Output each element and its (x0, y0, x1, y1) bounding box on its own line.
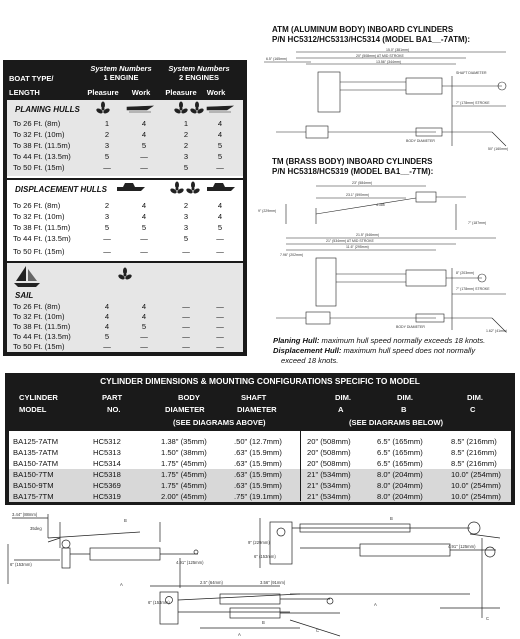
dim-35deg-label: 35deg (30, 526, 42, 531)
dim-b-label-right: B (390, 516, 393, 521)
see-below-note: (SEE DIAGRAMS BELOW) (349, 418, 444, 427)
dim-6-153-label: 6" (153mm) (254, 554, 276, 559)
dim-c-header: C (470, 405, 476, 414)
dim-c-label-right: C (486, 616, 490, 621)
sailboat-icon (13, 265, 41, 289)
table-row: To 32 Ft. (10m) 4 4 — — (13, 312, 224, 321)
table-row: To 44 Ft. (13.5m) — — 5 — (13, 234, 224, 243)
displacement-note: Displacement Hull: maximum hull speed does not normally (273, 346, 476, 355)
planing-hulls-section (7, 100, 243, 176)
dim-6in-label: 6" (153mm) (10, 562, 32, 567)
dim-a-label: DIM. (335, 393, 352, 402)
propeller-icon (169, 182, 184, 195)
table-row: To 32 Ft. (10m) 2 4 2 4 (13, 130, 223, 139)
svg-text:BODY DIAMETER: BODY DIAMETER (396, 325, 425, 329)
dim-b-label-left: B (124, 518, 127, 523)
sail-section (7, 263, 243, 352)
displacement-note-cont: exceed 18 knots. (281, 356, 339, 365)
table-row: BA175-7TM HC5319 2.00" (45mm) .75" (19.1mm) 21" (534mm) 8.0" (204mm) 10.0" (254mm) (9, 491, 511, 502)
section-title: DISPLACEMENT HULLS (15, 185, 107, 194)
svg-text:7" (187mm): 7" (187mm) (468, 221, 487, 225)
propeller-icon (95, 102, 110, 115)
svg-text:21" (534mm) AT MID STROKE: 21" (534mm) AT MID STROKE (326, 239, 374, 243)
cylinder-dimensions-table (5, 373, 515, 505)
one-engine-group-label: System Numbers (90, 64, 152, 73)
dim-25-label: 2.5" (64mm) (200, 580, 223, 585)
no-header: NO. (107, 405, 121, 414)
dim-a-label-mid: A (238, 632, 241, 637)
two-engines-group-label: System Numbers (168, 64, 230, 73)
svg-text:7" (178mm) STROKE: 7" (178mm) STROKE (456, 287, 490, 291)
table-row: To 26 Ft. (8m) 1 4 1 4 (13, 119, 223, 128)
tm-title-line1: TM (BRASS BODY) INBOARD CYLINDERS (272, 157, 433, 166)
propeller-icon (189, 102, 204, 115)
two-engines-header: 2 ENGINES (178, 73, 219, 82)
table-row: To 50 Ft. (15m) — — — — (13, 342, 224, 351)
table-row: To 32 Ft. (10m) 3 4 3 4 (13, 212, 223, 221)
see-above-note: (SEE DIAGRAMS ABOVE) (173, 418, 266, 427)
mounting-diagrams (0, 508, 520, 639)
dim-229-label: 9" (229mm) (248, 540, 270, 545)
body-header: BODY (178, 393, 200, 402)
svg-text:15.0" (381mm): 15.0" (381mm) (386, 48, 410, 52)
displacement-boat-icon (117, 183, 145, 191)
displacement-hulls-section (7, 180, 243, 260)
table-row: To 38 Ft. (11.5m) 5 5 3 5 (13, 223, 223, 232)
work-header-2: Work (206, 88, 226, 97)
table-row: To 50 Ft. (15m) — — 5 — (13, 163, 224, 172)
atm-title-line1: ATM (ALUMINUM BODY) INBOARD CYLINDERS (272, 25, 454, 34)
pleasure-header-2: Pleasure (165, 88, 197, 97)
atm-title-line2: P/N HC5312/HC5313/HC5314 (MODEL BA1__-7ATM): (272, 35, 470, 44)
propeller-icon (185, 182, 200, 195)
atm-cylinder-diagram (256, 46, 518, 152)
svg-text:BODY DIAMETER: BODY DIAMETER (406, 139, 435, 143)
dim-6-153b-label: 6" (153mm) (148, 600, 170, 605)
model-header: MODEL (19, 405, 47, 414)
svg-text:20" (508mm) AT MID STROKE: 20" (508mm) AT MID STROKE (356, 54, 404, 58)
system-numbers-table (3, 60, 247, 356)
table-row: To 38 Ft. (11.5m) 3 5 2 5 (13, 141, 223, 150)
displacement-boat-icon (207, 183, 235, 191)
body-diameter-header: DIAMETER (165, 405, 205, 414)
svg-text:11.6" (295mm): 11.6" (295mm) (346, 245, 369, 249)
dim-356-label: 3.56" (91mm) (260, 580, 286, 585)
displacement-icons (115, 180, 245, 198)
section-title: PLANING HULLS (15, 105, 80, 114)
table-row: BA150-7TM HC5318 1.75" (45mm) .63" (15.9mm) 21" (534mm) 8.0" (204mm) 10.0" (254mm) (9, 469, 511, 480)
propeller-icon (173, 102, 188, 115)
svg-text:6.5" (165mm): 6.5" (165mm) (266, 57, 288, 61)
part-header: PART (102, 393, 123, 402)
table-row: To 38 Ft. (11.5m) 4 5 — — (13, 322, 224, 331)
dims-table-body (9, 431, 511, 501)
dim-491b-label: 4.91" (125mm) (448, 544, 476, 549)
table-row: To 50 Ft. (15m) — — — — (13, 247, 224, 256)
atm-title (272, 25, 470, 45)
table-row: BA135-7ATM HC5313 1.50" (38mm) .63" (15.9mm) 20" (508mm) 6.5" (165mm) 8.5" (216mm) (13, 448, 497, 457)
svg-text:4.385: 4.385 (376, 203, 385, 207)
tm-title-line2: P/N HC5318/HC5319 (MODEL BA1__-7TM): (272, 167, 434, 176)
svg-text:7.96" (202mm): 7.96" (202mm) (280, 253, 304, 257)
propeller-icon (115, 267, 135, 283)
length-header: LENGTH (9, 88, 40, 97)
planing-boat-icon (127, 106, 153, 112)
dims-table-header (5, 389, 515, 429)
dim-a-label-left: A (120, 582, 123, 587)
work-header-1: Work (131, 88, 151, 97)
planing-note: Planing Hull: maximum hull speed normally exceeds 18 knots. (273, 336, 486, 345)
dim-a-label-right: A (374, 602, 377, 607)
svg-text:7" (178mm) STROKE: 7" (178mm) STROKE (456, 101, 490, 105)
section-title: SAIL (15, 291, 34, 300)
shaft-diameter-header: DIAMETER (237, 405, 277, 414)
hull-notes (273, 336, 518, 366)
planing-boat-icon (207, 106, 233, 112)
dim-c-label: DIM. (467, 393, 484, 402)
dim-344-label: 3.44" (88mm) (12, 512, 38, 517)
svg-text:23" (584mm): 23" (584mm) (352, 181, 373, 185)
dim-b-label-mid: B (262, 620, 265, 625)
shaft-header: SHAFT (241, 393, 267, 402)
column-divider (300, 431, 301, 501)
svg-text:1.62" (41mm): 1.62" (41mm) (486, 329, 508, 333)
tm-title (272, 157, 433, 177)
table-row: BA150-7ATM HC5314 1.75" (45mm) .63" (15.9mm) 20" (508mm) 6.5" (165mm) 8.5" (216mm) (13, 459, 497, 468)
table-row: To 26 Ft. (8m) 4 4 — — (13, 302, 224, 311)
cylinder-header: CYLINDER (19, 393, 58, 402)
tm-cylinder-diagram (256, 178, 518, 334)
dim-c-label-mid: C (316, 628, 320, 633)
boat-type-header: BOAT TYPE/ (9, 74, 54, 83)
svg-text:SHAFT DIAMETER: SHAFT DIAMETER (456, 71, 487, 75)
system-table-header (3, 60, 247, 100)
dim-491-label: 4.91" (125mm) (176, 560, 204, 565)
table-row: To 44 Ft. (13.5m) 5 — 3 5 (13, 152, 223, 161)
svg-text:13.56" (344mm): 13.56" (344mm) (376, 60, 401, 64)
dim-b-header: B (401, 405, 407, 414)
one-engine-header: 1 ENGINE (103, 73, 139, 82)
dim-a-header: A (338, 405, 344, 414)
svg-text:8" (203mm): 8" (203mm) (456, 271, 475, 275)
planing-propeller-icons (93, 101, 241, 117)
table-row: BA150-9TM HC5369 1.75" (45mm) .63" (15.9mm) 21" (534mm) 8.0" (204mm) 10.0" (254mm) (9, 480, 511, 491)
svg-text:23.1" (590mm): 23.1" (590mm) (346, 193, 370, 197)
table-row: BA125-7ATM HC5312 1.38" (35mm) .50" (12.7mm) 20" (508mm) 6.5" (165mm) 8.5" (216mm) (13, 437, 497, 446)
table-row: To 44 Ft. (13.5m) 5 — — — (13, 332, 224, 341)
table-row: To 26 Ft. (8m) 2 4 2 4 (13, 201, 223, 210)
pleasure-header-1: Pleasure (87, 88, 119, 97)
svg-text:21.5" (546mm): 21.5" (546mm) (356, 233, 380, 237)
svg-text:9" (229mm): 9" (229mm) (258, 209, 277, 213)
dims-table-title: CYLINDER DIMENSIONS & MOUNTING CONFIGURATIONS SPECIFIC TO MODEL (100, 376, 420, 386)
svg-text:50" (160mm): 50" (160mm) (488, 147, 509, 151)
dim-b-label: DIM. (397, 393, 414, 402)
